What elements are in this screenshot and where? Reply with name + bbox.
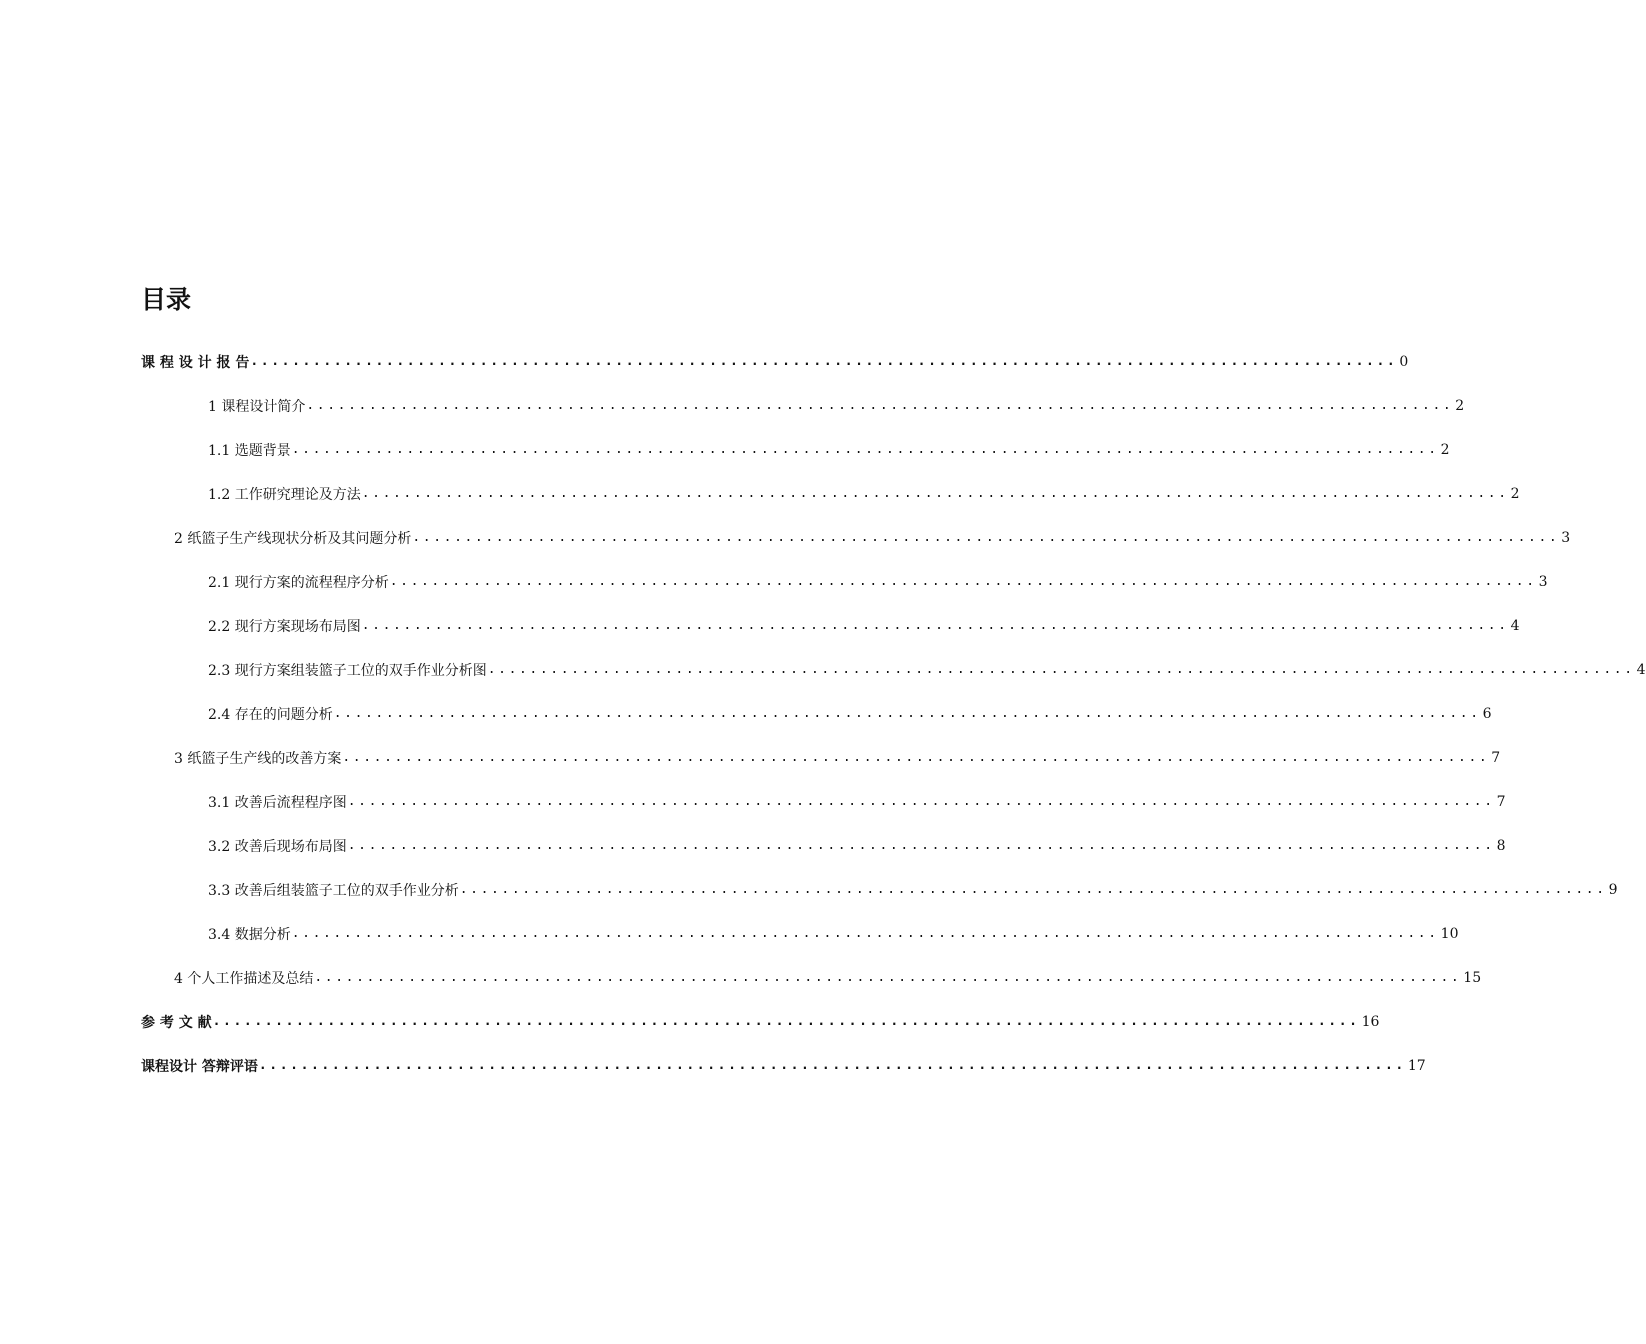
toc-page-number: 2: [1455, 398, 1465, 414]
toc-leader-dots: ..............................................................................................................: [333, 706, 1481, 721]
toc-leader-dots: ..............................................................................................................: [212, 1014, 1360, 1029]
toc-entry-1[interactable]: [208, 391, 1465, 421]
toc-leader-dots: ..............................................................................................................: [291, 926, 1439, 941]
toc-entry-2-2[interactable]: [208, 611, 1520, 641]
toc-entry-label: 2 纸篮子生产线现状分析及其问题分析: [174, 531, 412, 547]
toc-entry-label: 课程设计 答辩评语: [141, 1059, 258, 1075]
toc-leader-dots: ..............................................................................................................: [250, 354, 1398, 369]
toc-leader-dots: ..............................................................................................................: [361, 486, 1509, 501]
toc-entry-label: 3.1 改善后流程程序图: [208, 795, 347, 811]
toc-page-number: 17: [1407, 1058, 1426, 1074]
toc-leader-dots: ..............................................................................................................: [361, 618, 1509, 633]
toc-leader-dots: ..............................................................................................................: [291, 442, 1439, 457]
toc-entry-2[interactable]: [174, 523, 1571, 553]
toc-entry-2-1[interactable]: [208, 567, 1548, 597]
toc-entry-label: 1 课程设计简介: [208, 399, 306, 415]
toc-entry-2-4[interactable]: [208, 699, 1492, 729]
toc-leader-dots: ..............................................................................................................: [314, 970, 1462, 985]
toc-entry-label: 4 个人工作描述及总结: [174, 971, 314, 987]
toc-entry-3[interactable]: [174, 743, 1501, 773]
toc-entry-label: 3.3 改善后组装篮子工位的双手作业分析: [208, 883, 459, 899]
toc-page-number: 0: [1399, 354, 1409, 370]
toc-leader-dots: ..............................................................................................................: [389, 574, 1537, 589]
toc-leader-dots: ..............................................................................................................: [347, 838, 1495, 853]
toc-page-number: 4: [1636, 662, 1646, 678]
toc-entry-defense-comments[interactable]: [141, 1051, 1426, 1081]
toc-entry-4[interactable]: [174, 963, 1482, 993]
toc-entry-label: 1.1 选题背景: [208, 443, 291, 459]
toc-page-number: 16: [1361, 1014, 1380, 1030]
toc-page-number: 7: [1496, 794, 1506, 810]
toc-leader-dots: ..............................................................................................................: [342, 750, 1490, 765]
toc-entry-2-3[interactable]: [208, 655, 1646, 685]
toc-entry-course-design-report[interactable]: [141, 347, 1409, 377]
toc-entry-label: 1.2 工作研究理论及方法: [208, 487, 361, 503]
toc-entry-label: 课 程 设 计 报 告: [141, 355, 250, 371]
toc-heading: 目录: [141, 285, 192, 314]
toc-entry-label: 3.2 改善后现场布局图: [208, 839, 347, 855]
toc-leader-dots: ..............................................................................................................: [347, 794, 1495, 809]
toc-entry-label: 2.3 现行方案组装篮子工位的双手作业分析图: [208, 663, 487, 679]
toc-page-number: 10: [1440, 926, 1459, 942]
toc-leader-dots: ..............................................................................................................: [459, 882, 1607, 897]
toc-page-number: 7: [1491, 750, 1501, 766]
toc-entry-3-1[interactable]: [208, 787, 1506, 817]
toc-entry-label: 3.4 数据分析: [208, 927, 291, 943]
toc-page-number: 15: [1463, 970, 1482, 986]
toc-page-number: 4: [1510, 618, 1520, 634]
toc-leader-dots: ..............................................................................................................: [306, 398, 1454, 413]
toc-page-number: 9: [1608, 882, 1618, 898]
toc-leader-dots: ..............................................................................................................: [487, 662, 1635, 677]
toc-leader-dots: ..............................................................................................................: [412, 530, 1560, 545]
toc-entry-3-3[interactable]: [208, 875, 1618, 905]
toc-entry-1-2[interactable]: [208, 479, 1520, 509]
toc-entry-label: 参 考 文 献: [141, 1015, 212, 1031]
toc-entry-1-1[interactable]: [208, 435, 1450, 465]
toc-entry-label: 2.4 存在的问题分析: [208, 707, 333, 723]
toc-entry-references[interactable]: [141, 1007, 1380, 1037]
toc-page-number: 3: [1561, 530, 1571, 546]
toc-page-number: 2: [1440, 442, 1450, 458]
toc-entry-label: 2.2 现行方案现场布局图: [208, 619, 361, 635]
toc-leader-dots: ..............................................................................................................: [258, 1058, 1406, 1073]
toc-page-number: 8: [1496, 838, 1506, 854]
toc-entry-3-4[interactable]: [208, 919, 1459, 949]
toc-page-number: 3: [1538, 574, 1548, 590]
toc-entry-3-2[interactable]: [208, 831, 1506, 861]
toc-page-number: 6: [1482, 706, 1492, 722]
toc-page-number: 2: [1510, 486, 1520, 502]
toc-entry-label: 2.1 现行方案的流程程序分析: [208, 575, 389, 591]
toc-entry-label: 3 纸篮子生产线的改善方案: [174, 751, 342, 767]
